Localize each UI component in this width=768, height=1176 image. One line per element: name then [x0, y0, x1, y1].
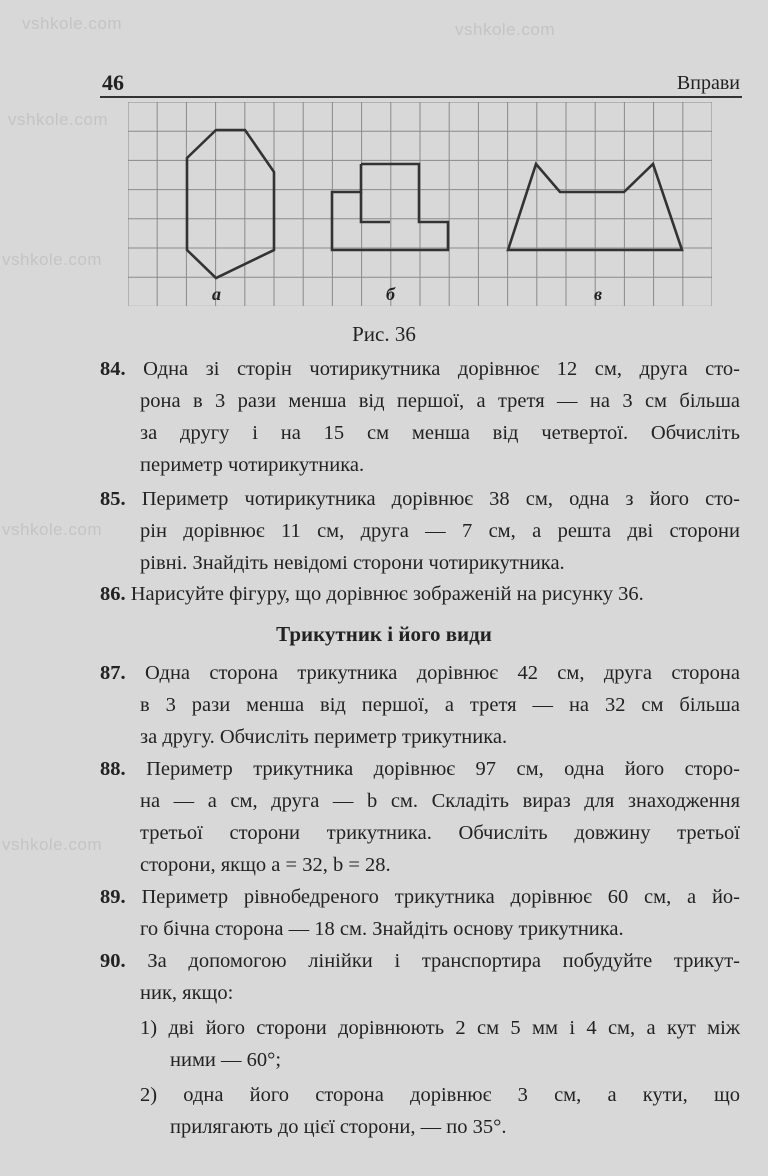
watermark: vshkole.com — [22, 14, 122, 33]
polygon-shape-b — [332, 164, 448, 250]
problem-84 — [100, 353, 740, 481]
watermark: vshkole.com — [2, 250, 102, 269]
subitem-number: 2) — [140, 1084, 158, 1106]
section-subheading: Трикутник і його види — [276, 622, 492, 646]
problem-text-line: Периметр чотирикутника дорівнює 38 см, одна з його сто- — [141, 488, 740, 510]
problem-number: 87. — [100, 662, 126, 684]
problem-text-line: третьої сторони трикутника. Обчисліть довжину третьої — [140, 822, 740, 844]
problem-85 — [100, 483, 740, 579]
page-number: 46 — [102, 70, 124, 95]
figure-label-c: в — [594, 284, 603, 304]
problem-text-line: периметр чотирикутника. — [140, 454, 365, 476]
watermark: vshkole.com — [455, 20, 555, 39]
figure-label-b: б — [386, 284, 395, 304]
page-header — [100, 70, 742, 98]
problem-text-line: сторони, якщо a = 32, b = 28. — [140, 854, 391, 876]
problem-87 — [100, 657, 740, 753]
inner-line-b — [361, 192, 390, 222]
problem-text-line: За допомогою лінійки і транспортира побудуйте трикут- — [147, 950, 741, 972]
subitem-text-line: дві його сторони дорівнюють 2 см 5 мм і 4 см, а кут між — [168, 1017, 740, 1039]
problem-number: 89. — [100, 886, 126, 908]
problem-text-line: Одна зі сторін чотирикутника дорівнює 12 см, друга сто- — [143, 358, 741, 380]
problem-number: 90. — [100, 950, 126, 972]
problem-86 — [100, 578, 740, 610]
problem-number: 88. — [100, 758, 126, 780]
watermark: vshkole.com — [2, 520, 102, 539]
problem-text-line: Нарисуйте фігуру, що дорівнює зображеній на рисунку 36. — [130, 583, 644, 605]
section-title: Вправи — [676, 72, 740, 94]
subitem-text-line: прилягають до цієї сторони, — по 35°. — [170, 1116, 507, 1138]
problem-text-line: рівні. Знайдіть невідомі сторони чотирикутника. — [140, 552, 565, 574]
problem-89 — [100, 881, 740, 945]
hexagon-shape-a — [187, 130, 274, 278]
subitem-1 — [140, 1012, 740, 1076]
problem-text-line: Периметр рівнобедреного трикутника дорівнює 60 см, а йо- — [141, 886, 740, 908]
subitem-number: 1) — [140, 1017, 158, 1039]
problem-number: 84. — [100, 358, 126, 380]
problem-text-line: в 3 рази менша від першої, а третя — на 32 см більша — [140, 694, 740, 716]
problem-text-line: рона в 3 рази менша від першої, а третя — на 3 см більша — [140, 390, 740, 412]
problem-text-line: за другу і на 15 см менша від четвертої. Обчисліть — [140, 422, 740, 444]
problem-text-line: Одна сторона трикутника дорівнює 42 см, друга сторона — [144, 662, 740, 684]
problem-88 — [100, 753, 740, 881]
problem-text-line: го бічна сторона — 18 см. Знайдіть основу трикутника. — [140, 918, 624, 940]
subitem-text-line: одна його сторона дорівнює 3 см, а кути, що — [183, 1084, 740, 1106]
problem-number: 86. — [100, 583, 126, 605]
subitem-2 — [140, 1079, 740, 1143]
watermark: vshkole.com — [8, 110, 108, 129]
problem-text-line: ник, якщо: — [140, 982, 234, 1004]
problem-text-line: на — a см, друга — b см. Складіть вираз для знаходження — [140, 790, 740, 812]
watermark: vshkole.com — [2, 835, 102, 854]
problem-number: 85. — [100, 488, 126, 510]
subitem-text-line: ними — 60°; — [170, 1049, 282, 1071]
problem-text-line: за другу. Обчисліть периметр трикутника. — [140, 726, 508, 748]
figure-caption: Рис. 36 — [352, 322, 416, 346]
figure-label-a: а — [212, 284, 221, 304]
problem-text-line: Периметр трикутника дорівнює 97 см, одна його сторо- — [146, 758, 740, 780]
grid-figure — [128, 102, 712, 306]
problem-text-line: рін дорівнює 11 см, друга — 7 см, а решта дві сторони — [140, 520, 740, 542]
problem-90 — [100, 945, 740, 1009]
